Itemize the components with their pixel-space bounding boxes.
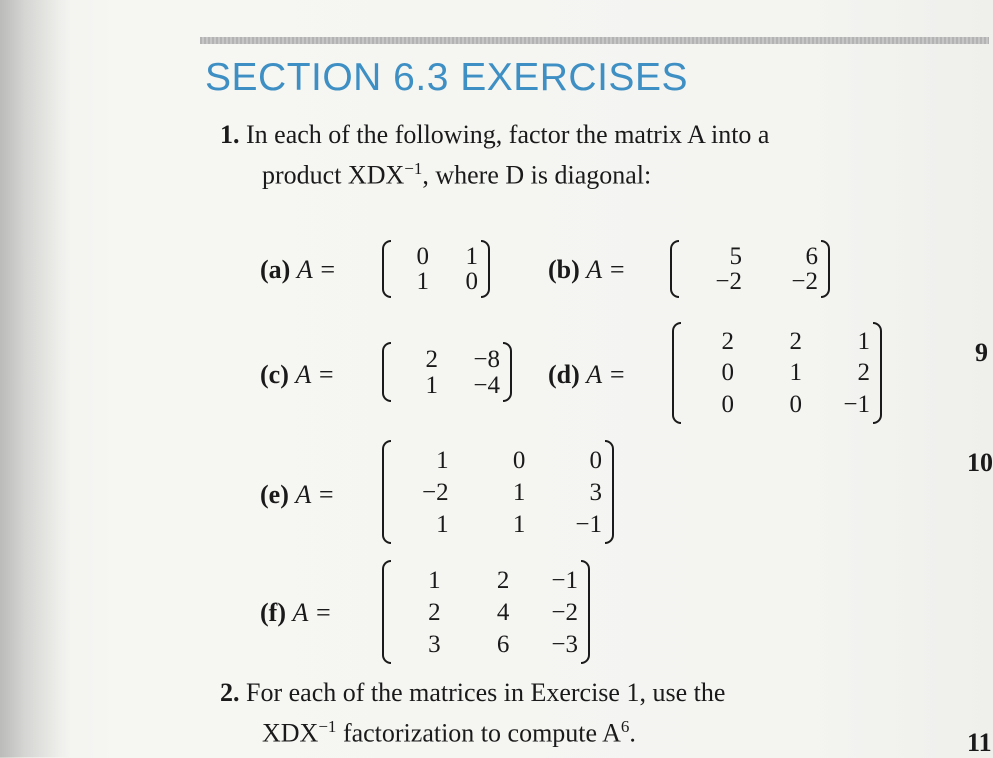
matrix-f bbox=[382, 560, 590, 664]
matrix-e-cell-2-2: −1 bbox=[575, 510, 602, 538]
matrix-e-cells bbox=[394, 440, 602, 544]
exercise-1-text-1: In each of the following, factor the matrix A into a bbox=[246, 120, 770, 149]
matrix-e-cell-0-1: 0 bbox=[512, 446, 526, 474]
matrix-c-cell-1-0: 1 bbox=[425, 371, 438, 399]
matrix-e-cell-1-1: 1 bbox=[512, 478, 526, 506]
exercise-2-text-2: $XDX^{-1}$ factorization to compute $A^6$. bbox=[262, 717, 636, 748]
matrix-a-cell-0-0: 0 bbox=[416, 243, 429, 270]
matrix-b-cell-1-1: −2 bbox=[791, 268, 818, 295]
exercise-1-line-1 bbox=[220, 118, 769, 152]
matrix-f-cell-2-2: −3 bbox=[551, 630, 578, 658]
matrix-b-cell-0-1: 6 bbox=[805, 243, 818, 270]
margin-number-10: 10 bbox=[967, 448, 993, 477]
matrix-c-cells bbox=[394, 342, 500, 402]
exercise-2-line-1 bbox=[220, 676, 725, 710]
part-d-label: (d) A = bbox=[548, 360, 626, 389]
matrix-a-cell-1-1: 0 bbox=[465, 268, 478, 295]
matrix-e-cell-2-0: 1 bbox=[436, 510, 449, 538]
matrix-a-cell-0-1: 1 bbox=[465, 243, 478, 270]
matrix-e-cell-0-0: 1 bbox=[436, 446, 449, 474]
matrix-f-cell-1-0: 2 bbox=[428, 598, 441, 626]
matrix-e bbox=[382, 440, 614, 544]
part-b-label: (b) A = bbox=[548, 255, 626, 284]
exercise-2-number: 2. bbox=[220, 678, 240, 707]
matrix-f-cell-2-0: 3 bbox=[428, 630, 441, 658]
matrix-a-cell-1-0: 1 bbox=[416, 268, 429, 295]
margin-number-11: 11 bbox=[967, 728, 992, 757]
matrix-f-cells bbox=[394, 560, 578, 664]
matrix-f-cell-0-2: −1 bbox=[551, 566, 578, 594]
matrix-b-cell-1-0: −2 bbox=[715, 268, 742, 295]
matrix-e-cell-0-2: 0 bbox=[589, 446, 602, 474]
matrix-b bbox=[670, 240, 830, 298]
section-title: SECTION 6.3 EXERCISES bbox=[205, 56, 688, 99]
matrix-a-cells bbox=[394, 240, 478, 298]
matrix-c-cell-0-0: 2 bbox=[425, 345, 438, 373]
matrix-c bbox=[382, 342, 512, 402]
matrix-f-cell-1-1: 4 bbox=[496, 598, 510, 626]
matrix-d-cell-1-2: 2 bbox=[857, 359, 870, 387]
matrix-f-cell-2-1: 6 bbox=[496, 630, 510, 658]
matrix-d-cell-0-0: 2 bbox=[721, 328, 734, 356]
exercise-1-text-2: product $XDX^{-1}$, where D is diagonal: bbox=[262, 159, 652, 190]
matrix-f-cell-1-2: −2 bbox=[551, 598, 578, 626]
matrix-d-cell-2-0: 0 bbox=[721, 390, 734, 418]
part-e-label: (e) A = bbox=[260, 480, 335, 509]
matrix-f-cell-0-1: 2 bbox=[496, 566, 510, 594]
exercise-2-text-1: For each of the matrices in Exercise 1, use the bbox=[246, 678, 726, 707]
part-a-label: (a) A = bbox=[260, 255, 337, 284]
matrix-d bbox=[672, 322, 882, 424]
matrix-d-cell-0-1: 2 bbox=[789, 328, 802, 356]
part-c-label: (c) A = bbox=[260, 360, 335, 389]
matrix-a bbox=[382, 240, 490, 298]
matrix-d-cell-2-1: 0 bbox=[789, 390, 802, 418]
margin-number-9: 9 bbox=[975, 338, 988, 367]
part-f-label: (f) A = bbox=[260, 598, 332, 627]
matrix-e-cell-1-2: 3 bbox=[589, 478, 602, 506]
matrix-e-cell-1-0: −2 bbox=[422, 478, 449, 506]
matrix-d-cells bbox=[684, 322, 870, 424]
matrix-c-cell-1-1: −4 bbox=[473, 371, 500, 399]
matrix-f-cell-0-0: 1 bbox=[428, 566, 441, 594]
matrix-b-cells bbox=[682, 240, 818, 298]
binding-shadow bbox=[0, 0, 70, 757]
matrix-b-cell-0-0: 5 bbox=[729, 243, 742, 270]
matrix-d-cell-1-1: 1 bbox=[789, 359, 802, 387]
section-rule bbox=[200, 37, 989, 44]
matrix-d-cell-0-2: 1 bbox=[857, 328, 870, 356]
matrix-d-cell-1-0: 0 bbox=[721, 359, 734, 387]
matrix-e-cell-2-1: 1 bbox=[512, 510, 526, 538]
matrix-c-cell-0-1: −8 bbox=[473, 345, 500, 373]
matrix-d-cell-2-2: −1 bbox=[843, 390, 870, 418]
exercise-1-number: 1. bbox=[220, 120, 240, 149]
